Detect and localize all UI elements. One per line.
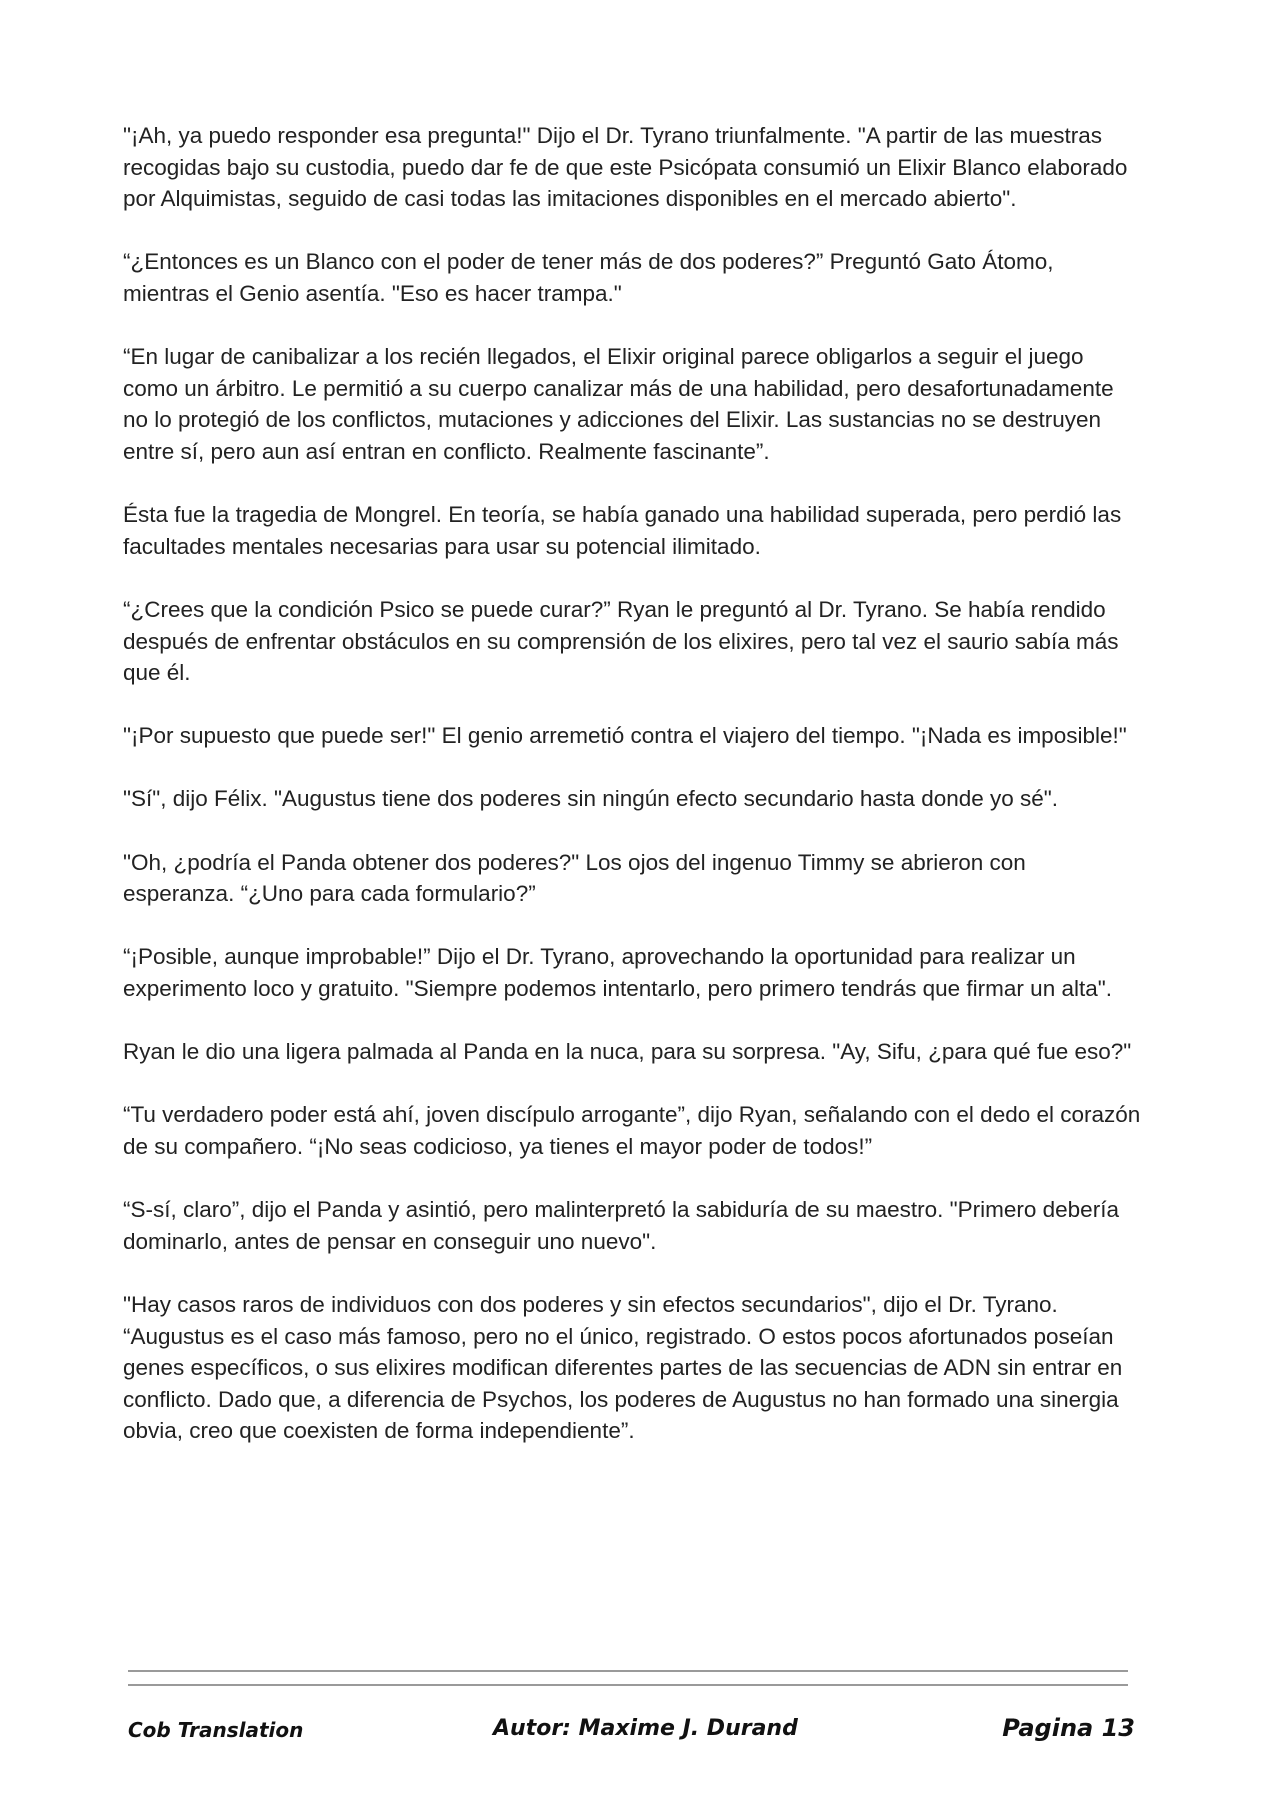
paragraph: “¿Crees que la condición Psico se puede curar?” Ryan le preguntó al Dr. Tyrano. Se había rendido después de enfrentar obstáculos en su comprensión de los elixires, pero tal vez el saurio sabía más que él. — [123, 596, 1119, 686]
paragraph: "¡Por supuesto que puede ser!" El genio arremetió contra el viajero del tiempo. "¡Nada es imposible!" — [123, 723, 1127, 749]
footer-page-number: Pagina 13 — [1002, 1714, 1135, 1742]
paragraph: “¿Entonces es un Blanco con el poder de tener más de dos poderes?” Preguntó Gato Átomo, mientras el Genio asentía. "Eso es hacer trampa." — [123, 249, 1054, 306]
paragraph: “Tu verdadero poder está ahí, joven discípulo arrogante”, dijo Ryan, señalando con el dedo el corazón de su compañero. “¡No seas codicioso, ya tienes el mayor poder de todos!” — [123, 1102, 1141, 1159]
body-text — [123, 120, 1143, 1479]
paragraph: "¡Ah, ya puedo responder esa pregunta!" Dijo el Dr. Tyrano triunfalmente. "A partir de las muestras recogidas bajo su custodia, puedo dar fe de que este Psicópata consumió un Elixir Blanco elaborado por Alquimistas, seguido de casi todas las imitaciones disponibles en el mercado abierto". — [123, 123, 1128, 212]
paragraph: “En lugar de canibalizar a los recién llegados, el Elixir original parece obligarlos a seguir el juego como un árbitro. Le permitió a su cuerpo canalizar más de una habilidad, pero desafortunadamente no lo protegió de los conflictos, mutaciones y adicciones del Elixir. Las sustancias no se destruyen entre sí, pero aun así entran en conflicto. Realmente fascinante”. — [123, 344, 1114, 464]
paragraph: “¡Posible, aunque improbable!” Dijo el Dr. Tyrano, aprovechando la oportunidad para realizar un experimento loco y gratuito. "Siempre podemos intentarlo, pero primero tendrás que firmar un alta". — [123, 944, 1112, 1002]
footer-author: Autor: Maxime J. Durand — [493, 1716, 798, 1741]
page-footer — [128, 1714, 1135, 1748]
paragraph: "Oh, ¿podría el Panda obtener dos poderes?" Los ojos del ingenuo Timmy se abrieron con esperanza. “¿Uno para cada formulario?” — [123, 849, 1026, 907]
paragraph: “S-sí, claro”, dijo el Panda y asintió, pero malinterpretó la sabiduría de su maestro. "Primero debería dominarlo, antes de pensar en conseguir uno nuevo". — [123, 1197, 1119, 1254]
paragraph: "Sí", dijo Félix. "Augustus tiene dos poderes sin ningún efecto secundario hasta donde yo sé". — [123, 786, 1059, 812]
paragraph: Ryan le dio una ligera palmada al Panda en la nuca, para su sorpresa. "Ay, Sifu, ¿para qué fue eso?" — [123, 1039, 1132, 1065]
paragraph: "Hay casos raros de individuos con dos poderes y sin efectos secundarios", dijo el Dr. Tyrano. “Augustus es el caso más famoso, pero no el único, registrado. O estos pocos afortunados poseían genes específicos, o sus elixires modifican diferentes partes de las secuencias de ADN sin entrar en conflicto. Dado que, a diferencia de Psychos, los poderes de Augustus no han formado una sinergia obvia, creo que coexisten de forma independiente”. — [123, 1291, 1123, 1444]
footer-rule-top — [128, 1670, 1128, 1672]
paragraph: Ésta fue la tragedia de Mongrel. En teoría, se había ganado una habilidad superada, pero perdió las facultades mentales necesarias para usar su potencial ilimitado. — [123, 502, 1122, 559]
footer-rule-bottom — [128, 1684, 1128, 1686]
footer-translator: Cob Translation — [128, 1718, 304, 1742]
